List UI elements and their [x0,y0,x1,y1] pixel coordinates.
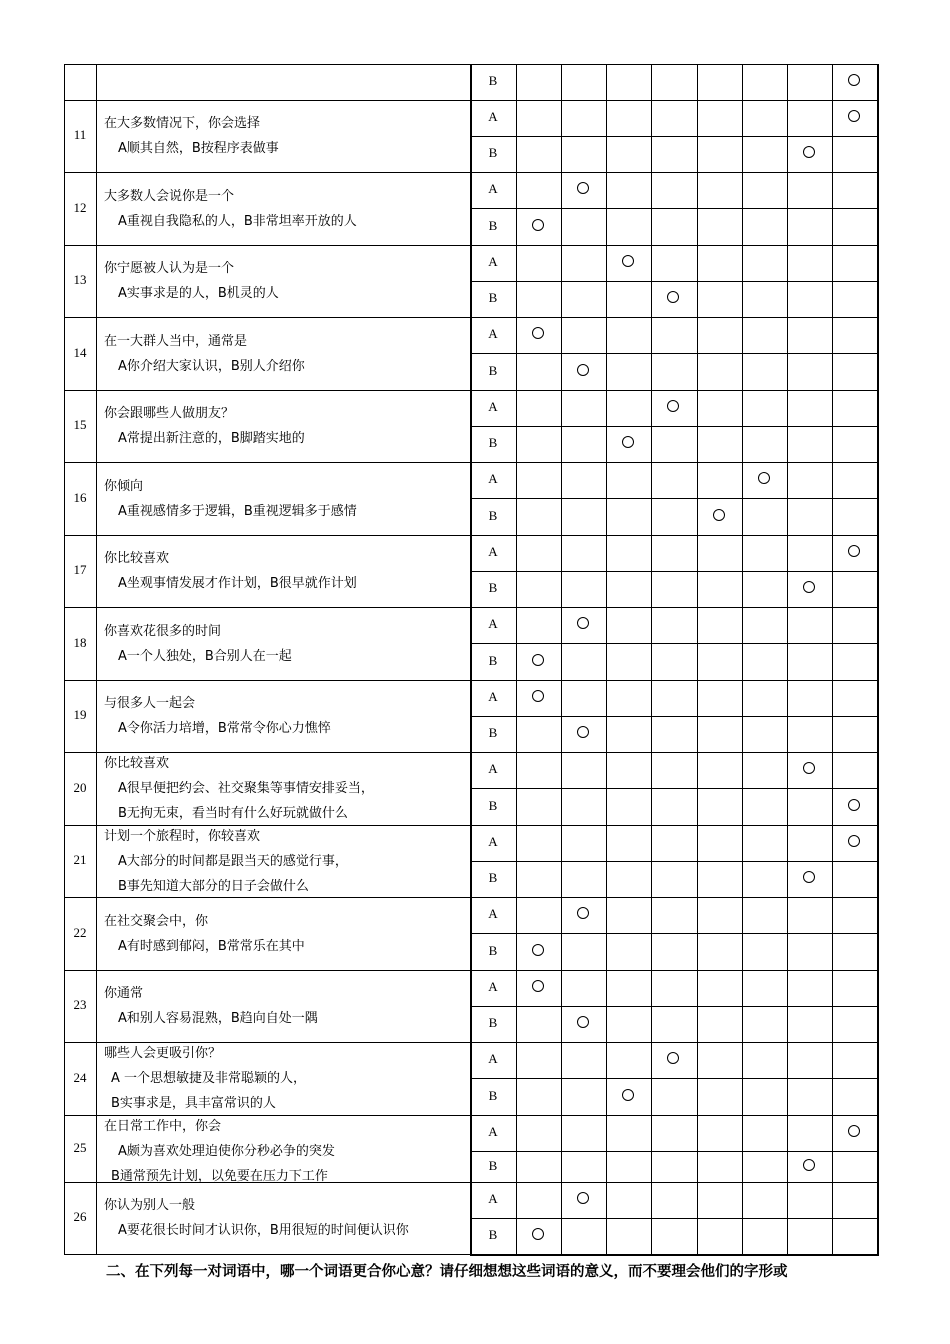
question-prompt: 计划一个旅程时，你较喜欢 [104,829,261,844]
option-a-label: A [488,109,498,124]
table-rule-horizontal [470,643,878,644]
table-rule-horizontal [64,172,878,173]
option-b-label: B [488,652,498,668]
question-prompt: 在日常工作中，你会 [104,1119,222,1134]
question-text [104,1193,466,1243]
question-option-text: A大部分的时间都是跟当天的感觉行事， [118,854,348,869]
selection-circle-b[interactable] [532,944,544,956]
option-a-label: A [488,834,498,849]
question-option-text: A很早便把约会、社交聚集等事情安排妥当， [118,781,374,796]
question-number: 25 [73,1139,87,1155]
option-a-label: A [488,689,498,704]
table-rule-horizontal [470,1006,878,1007]
question-prompt: 你比较喜欢 [104,756,170,771]
selection-circle-a[interactable] [577,182,589,194]
selection-circle-a[interactable] [803,762,815,774]
question-number: 16 [73,489,87,505]
option-b-label: B [488,217,498,233]
table-rule-horizontal [470,861,878,862]
question-number: 12 [73,199,87,215]
option-b-label: B [488,580,498,595]
table-rule-horizontal [64,680,878,681]
question-option-text: A常提出新注意的，B脚踏实地的 [118,431,305,446]
question-text [104,1114,466,1189]
option-a-label: A [488,544,498,559]
question-number: 13 [73,272,87,287]
question-option-text: A一个人独处，B合别人在一起 [118,648,292,664]
question-option-text: A你介绍大家认识，B别人介绍你 [118,358,305,374]
option-b-label: B [488,73,498,88]
selection-circle-b[interactable] [848,74,860,86]
table-rule-horizontal [64,100,878,101]
question-text [104,184,466,234]
option-b-label: B [488,290,498,305]
question-prompt: 哪些人会更吸引你？ [104,1046,222,1061]
question-text [104,1041,466,1116]
table-rule-horizontal [64,317,878,318]
question-text [104,691,466,741]
selection-circle-a[interactable] [667,1052,679,1064]
question-number: 20 [73,779,87,795]
selection-circle-a[interactable] [622,255,634,267]
question-option-text: A要花很长时间才认识你，B用很短的时间便认识你 [118,1223,409,1238]
question-number: 15 [73,417,87,432]
option-b-label: B [488,145,498,160]
question-prompt: 你倾向 [104,478,144,494]
option-a-label: A [488,979,498,994]
question-option-text: B实事求是，具丰富常识的人 [111,1096,276,1111]
question-text [104,474,466,524]
question-prompt: 在社交聚会中，你 [104,913,209,929]
table-rule-horizontal [470,353,878,354]
option-a-label: A [488,471,498,486]
question-prompt: 你通常 [104,986,144,1001]
selection-circle-b[interactable] [803,1159,815,1171]
selection-circle-b[interactable] [622,436,634,448]
option-b-label: B [488,1015,498,1030]
option-b-label: B [488,1227,498,1242]
table-rule-horizontal [470,498,878,499]
table-rule-horizontal [64,535,878,536]
selection-circle-b[interactable] [577,364,589,376]
option-a-label: A [488,761,498,776]
table-rule-horizontal [470,208,878,209]
section-two-instruction: 二、在下列每一对词语中，哪一个词语更合你心意？请仔细想想这些词语的意义，而不要理会他们的字形或 [106,1264,788,1280]
question-text [104,981,466,1031]
question-prompt: 大多数人会说你是一个 [104,188,235,204]
question-option-text: A重视感情多于逻辑，B重视逻辑多于感情 [118,503,357,519]
table-rule-horizontal [64,245,878,246]
table-rule-horizontal [470,716,878,717]
question-text [104,329,466,379]
option-a-label: A [488,399,498,414]
selection-circle-b[interactable] [532,654,544,666]
option-b-label: B [488,1157,498,1173]
table-rule-horizontal [470,1218,878,1219]
question-number: 17 [73,562,87,577]
option-b-label: B [488,942,498,958]
table-rule-horizontal [470,281,878,282]
selection-circle-b[interactable] [532,219,544,231]
question-number: 14 [73,344,87,360]
question-option-text: A和别人容易混熟，B趋向自处一隅 [118,1011,318,1026]
question-option-text: B无拘无束，看当时有什么好玩就做什么 [118,806,348,821]
selection-circle-a[interactable] [848,545,860,557]
question-prompt: 与很多人一起会 [104,696,196,711]
table-rule-horizontal [64,64,878,65]
question-number: 22 [73,924,87,940]
selection-circle-b[interactable] [622,1089,634,1101]
option-b-label: B [488,1087,498,1103]
option-b-label: B [488,870,498,885]
question-option-text: A 一个思想敏捷及非常聪颖的人， [111,1071,307,1086]
question-prompt: 你认为别人一般 [104,1198,196,1213]
option-a-label: A [488,1124,498,1139]
option-b-label: B [488,435,498,450]
selection-circle-b[interactable] [803,146,815,158]
selection-circle-b[interactable] [667,291,679,303]
table-rule-horizontal [470,788,878,789]
table-rule-horizontal [470,136,878,137]
question-number: 18 [73,634,87,650]
question-option-text: A坐观事情发展才作计划，B很早就作计划 [118,576,357,591]
selection-circle-b[interactable] [577,726,589,738]
table-rule-horizontal [470,426,878,427]
selection-circle-b[interactable] [532,1228,544,1240]
option-b-label: B [488,797,498,813]
selection-circle-b[interactable] [713,509,725,521]
question-option-text: A顺其自然，B按程序表做事 [118,141,279,156]
selection-circle-a[interactable] [577,907,589,919]
question-option-text: A有时感到郁闷，B常常乐在其中 [118,938,305,954]
question-prompt: 在大多数情况下，你会选择 [104,116,261,131]
table-rule-horizontal [64,390,878,391]
selection-circle-b[interactable] [803,871,815,883]
question-text [104,546,466,596]
question-option-text: A颇为喜欢处理迫使你分秒必争的突发 [118,1144,335,1159]
option-b-label: B [488,725,498,740]
option-a-label: A [488,326,498,341]
selection-circle-a[interactable] [532,980,544,992]
table-rule-horizontal [470,933,878,934]
question-number: 23 [73,997,87,1012]
question-number: 26 [73,1209,87,1224]
question-text [104,619,466,669]
question-option-text: A令你活力培增，B常常令你心力憔悴 [118,721,331,736]
question-text [104,401,466,451]
question-text [104,256,466,306]
selection-circle-b[interactable] [848,799,860,811]
question-prompt: 你比较喜欢 [104,551,170,566]
table-rule-horizontal [470,571,878,572]
question-prompt: 你宁愿被人认为是一个 [104,261,235,276]
question-text [104,751,466,826]
question-prompt: 你会跟哪些人做朋友？ [104,406,235,421]
option-a-label: A [488,1051,498,1066]
selection-circle-a[interactable] [532,327,544,339]
selection-circle-a[interactable] [577,617,589,629]
question-option-text: B事先知道大部分的日子会做什么 [118,879,309,894]
table-rule-horizontal [470,1078,878,1079]
table-rule-horizontal [64,462,878,463]
option-a-label: A [488,906,498,921]
selection-circle-a[interactable] [577,1192,589,1204]
selection-circle-a[interactable] [848,835,860,847]
question-text [104,909,466,959]
selection-circle-a[interactable] [532,690,544,702]
selection-circle-a[interactable] [667,400,679,412]
option-b-label: B [488,507,498,523]
option-a-label: A [488,1191,498,1206]
question-number: 19 [73,707,87,722]
selection-circle-b[interactable] [577,1016,589,1028]
question-prompt: 在一大群人当中，通常是 [104,333,248,349]
question-option-text: A重视自我隐私的人，B非常坦率开放的人 [118,213,357,229]
question-option-text: B通常预先计划，以免要在压力下工作 [111,1169,328,1184]
selection-circle-a[interactable] [758,472,770,484]
question-option-text: A实事求是的人，B机灵的人 [118,286,279,301]
option-a-label: A [488,254,498,269]
question-text [104,111,466,161]
table-rule-horizontal [470,1254,878,1256]
question-number: 21 [73,852,87,867]
question-number: 11 [73,127,87,142]
question-number: 24 [73,1069,87,1085]
table-rule-horizontal [64,970,878,971]
option-b-label: B [488,362,498,378]
selection-circle-b[interactable] [803,581,815,593]
question-prompt: 你喜欢花很多的时间 [104,623,222,639]
question-text [104,824,466,899]
table-rule-horizontal [470,1151,878,1152]
selection-circle-a[interactable] [848,1125,860,1137]
option-a-label: A [488,181,498,196]
option-a-label: A [488,616,498,631]
table-rule-horizontal [64,607,878,608]
table-rule-vertical [96,64,97,1255]
selection-circle-a[interactable] [848,110,860,122]
